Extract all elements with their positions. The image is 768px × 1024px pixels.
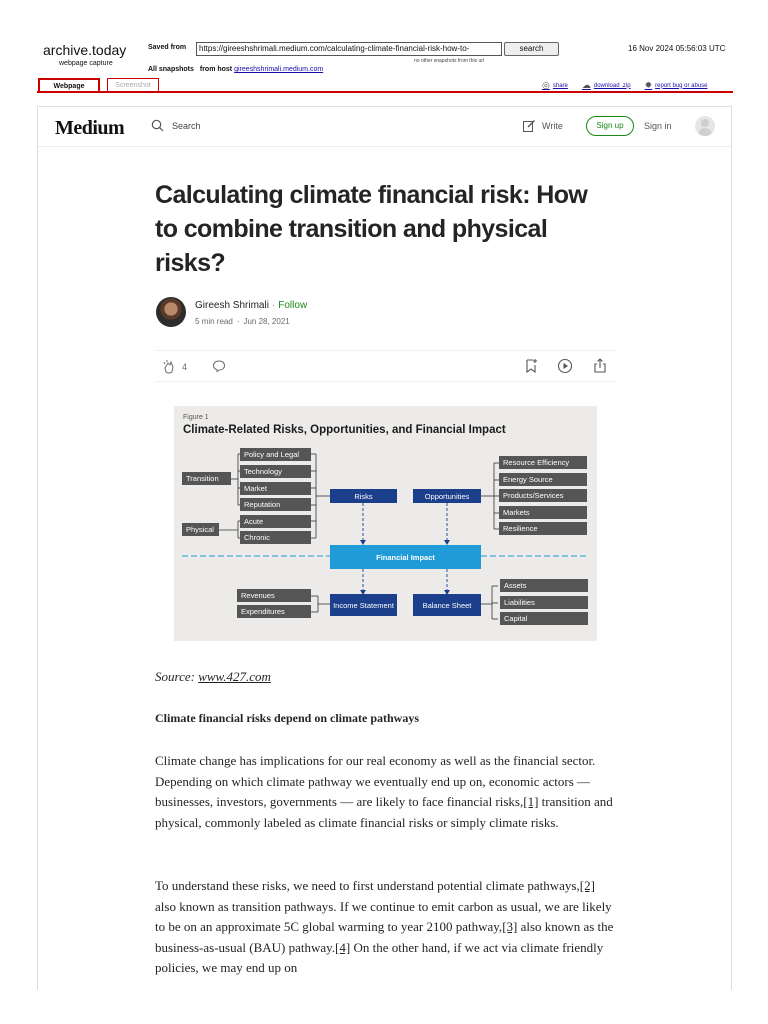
paragraph-1 xyxy=(155,751,615,833)
author-line: Gireesh Shrimali · Follow xyxy=(195,300,308,311)
risk-item: Market xyxy=(240,482,311,495)
all-snapshots-label: All snapshots xyxy=(148,66,194,73)
write-icon xyxy=(522,119,536,133)
medium-logo[interactable]: Medium xyxy=(55,117,125,139)
host-link[interactable]: gireeshshrimali.medium.com xyxy=(234,66,324,73)
clap-button[interactable] xyxy=(161,359,187,375)
clap-icon xyxy=(161,359,177,375)
figure-title: Climate-Related Risks, Opportunities, and Financial Impact xyxy=(183,424,506,436)
read-time: 5 min read xyxy=(195,317,233,326)
share-icon: ◎ xyxy=(542,80,550,90)
opportunities-box: Opportunities xyxy=(413,489,481,503)
write-button[interactable] xyxy=(522,119,563,133)
footnote-link[interactable]: [3] xyxy=(502,919,518,935)
capture-date: 16 Nov 2024 05:56:03 UTC xyxy=(628,44,726,53)
balance-item: Capital xyxy=(500,612,588,625)
clap-count: 4 xyxy=(182,362,188,372)
no-other-snapshots: no other snapshots from this url xyxy=(414,58,485,64)
risk-item: Policy and Legal xyxy=(240,448,311,461)
author-name[interactable]: Gireesh Shrimali xyxy=(195,300,269,311)
tab-webpage[interactable]: Webpage xyxy=(38,78,100,93)
share-icon xyxy=(593,358,607,374)
balance-sheet-box: Balance Sheet xyxy=(413,594,481,616)
follow-button[interactable]: Follow xyxy=(278,300,308,311)
risk-item: Chronic xyxy=(240,531,311,544)
paragraph-text: also known as the business-as-usual (BAU) pathway. xyxy=(155,919,614,955)
write-label: Write xyxy=(542,121,563,131)
opportunity-item: Markets xyxy=(499,506,587,519)
search-icon xyxy=(151,119,164,132)
paragraph-text: On the other hand, if we act via climate friendly policies, we may end up on xyxy=(155,939,604,976)
income-statement-box: Income Statement xyxy=(330,594,397,616)
archive-divider xyxy=(37,91,733,93)
archive-actions xyxy=(542,80,708,91)
source-link[interactable]: www.427.com xyxy=(198,669,271,684)
comment-button[interactable] xyxy=(212,359,226,378)
signin-link[interactable]: Sign in xyxy=(644,121,672,131)
income-item: Revenues xyxy=(237,589,311,602)
author-avatar[interactable] xyxy=(156,297,186,327)
balance-item: Assets xyxy=(500,579,588,592)
share-link[interactable]: ◎ share xyxy=(542,80,568,90)
section-heading: Climate financial risks depend on climate pathways xyxy=(155,711,420,725)
risk-item: Reputation xyxy=(240,498,311,511)
bookmark-button[interactable] xyxy=(524,358,538,379)
paragraph-text: also known as transition pathways. If we continue to emit carbon as usual, we are likely to be on an approximate 5C global warming to year 2100 pathway, xyxy=(155,898,612,935)
cloud-download-icon: ☁ xyxy=(581,80,591,90)
url-input[interactable]: https://gireeshshrimali.medium.com/calculating-climate-financial-risk-how-to- xyxy=(196,42,502,56)
transition-box: Transition xyxy=(182,472,231,485)
comment-icon xyxy=(212,359,226,373)
bug-icon: ✹ xyxy=(644,80,653,90)
bookmark-add-icon xyxy=(524,358,538,374)
physical-box: Physical xyxy=(182,523,219,536)
listen-button[interactable] xyxy=(557,358,573,379)
paragraph-text: Climate change has implications for our real economy as well as the financial sector. Depending on which climate pathway we eventually end up on, economic actors — businesses, investors, governments — are likely to face financial risks, xyxy=(155,753,596,810)
user-avatar-icon[interactable] xyxy=(695,116,715,136)
footnote-link[interactable]: [1] xyxy=(523,794,539,810)
search-button[interactable]: search xyxy=(504,42,559,56)
footnote-link[interactable]: [2] xyxy=(579,878,595,893)
risks-box: Risks xyxy=(330,489,397,503)
financial-impact-box: Financial Impact xyxy=(330,545,481,569)
risk-item: Technology xyxy=(240,465,311,478)
archive-logo[interactable]: archive.today xyxy=(43,42,127,58)
opportunity-item: Products/Services xyxy=(499,489,587,502)
source-label: Source: xyxy=(155,669,195,684)
tab-screenshot[interactable]: Screenshot xyxy=(107,78,159,93)
download-link[interactable]: ☁ download .zip xyxy=(581,80,631,90)
footnote-link[interactable]: [4] xyxy=(335,939,351,955)
archive-header xyxy=(0,0,768,100)
play-icon xyxy=(557,358,573,374)
search-label: Search xyxy=(172,120,201,131)
opportunity-item: Energy Source xyxy=(499,473,587,486)
share-button[interactable] xyxy=(593,358,607,379)
paragraph-text: transition and physical, commonly labeled as climate financial risks or simply climate risks. xyxy=(155,794,613,830)
article-action-bar xyxy=(155,350,615,382)
income-item: Expenditures xyxy=(237,605,311,618)
signup-button[interactable]: Sign up xyxy=(586,116,634,136)
report-link[interactable]: ✹ report bug or abuse xyxy=(644,80,708,90)
figure-caption: Figure 1 xyxy=(183,414,209,421)
risk-item: Acute xyxy=(240,515,311,528)
paragraph-text: To understand these risks, we need to first understand potential climate pathways, xyxy=(155,878,580,893)
medium-header xyxy=(38,107,731,147)
archive-subtitle: webpage capture xyxy=(59,60,113,67)
publish-date: Jun 28, 2021 xyxy=(243,317,290,326)
from-host-label: from host xyxy=(199,66,233,73)
search-box[interactable] xyxy=(151,119,201,132)
figure-diagram xyxy=(174,406,597,641)
balance-item: Liabilities xyxy=(500,596,588,609)
saved-from-label: Saved from xyxy=(148,44,187,51)
opportunity-item: Resource Efficiency xyxy=(499,456,587,469)
article-title: Calculating climate financial risk: How to combine transition and physical risks? xyxy=(155,181,588,277)
all-snapshots-line xyxy=(148,66,323,73)
paragraph-2 xyxy=(155,876,615,979)
opportunity-item: Resilience xyxy=(499,522,587,535)
figure-source xyxy=(155,669,615,685)
article-meta: 5 min read · Jun 28, 2021 xyxy=(195,317,290,326)
